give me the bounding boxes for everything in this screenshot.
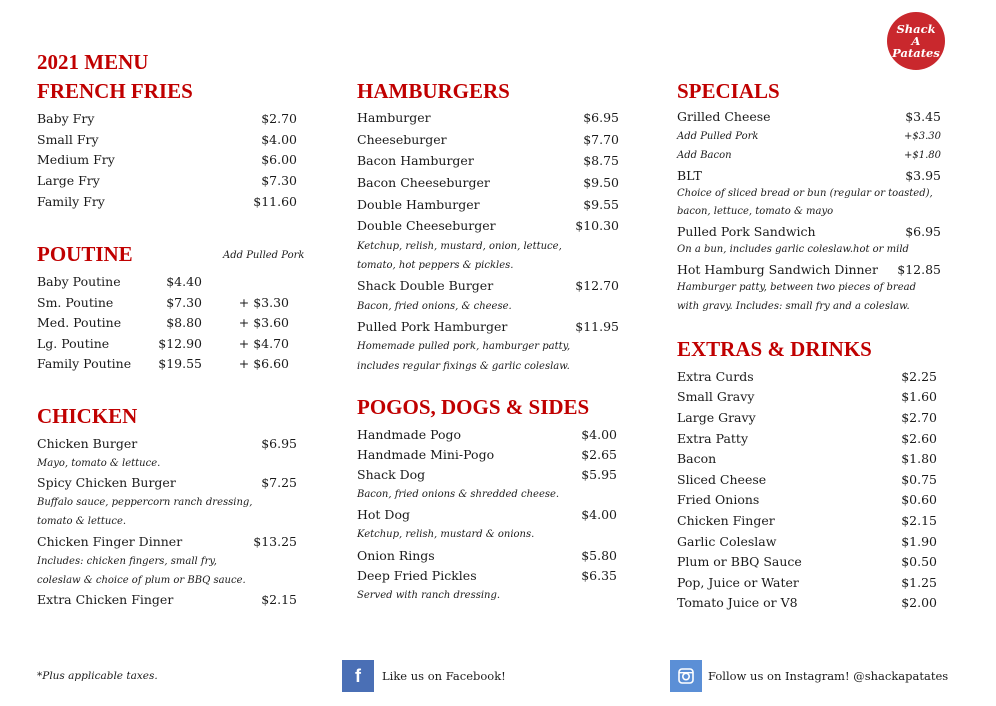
item-name: Extra Chicken Finger [37, 592, 174, 608]
item-price: $10.30 [575, 218, 619, 234]
item-name: Pop, Juice or Water [677, 574, 799, 590]
item-name: Double Hamburger [357, 196, 480, 212]
section-heading-specials: SPECIALS [677, 79, 780, 103]
section-heading-poutine: POUTINE [37, 242, 133, 266]
french-fries-list [37, 108, 297, 211]
item-price: $2.25 [901, 368, 937, 384]
item-name: Baby Poutine [37, 274, 121, 289]
facebook-icon[interactable]: f [342, 660, 374, 692]
sub-item-name: Add Pulled Pork [677, 130, 759, 142]
menu-item-row [37, 531, 297, 552]
item-name: Chicken Burger [37, 435, 138, 451]
sub-item-row [677, 127, 941, 147]
item-name: Shack Double Burger [357, 278, 494, 294]
item-name: Medium Fry [37, 152, 115, 168]
menu-item-row [677, 448, 937, 469]
item-name: Small Fry [37, 131, 99, 147]
menu-item-row [677, 166, 941, 186]
menu-item-row [677, 366, 937, 387]
item-name: Handmade Pogo [357, 426, 462, 442]
item-name: Family Fry [37, 193, 105, 209]
item-price: $3.45 [905, 109, 941, 125]
item-price: $11.60 [253, 193, 297, 209]
item-price: $9.55 [583, 196, 619, 212]
item-description: includes regular fixings & garlic coleslaw. [357, 360, 570, 372]
menu-item-row [357, 444, 617, 464]
item-name: Spicy Chicken Burger [37, 475, 176, 491]
sub-item-price: +$3.30 [903, 130, 941, 142]
menu-item-row [357, 150, 619, 172]
item-description: coleslaw & choice of plum or BBQ sauce. [37, 574, 246, 586]
item-name: Tomato Juice or V8 [677, 595, 798, 611]
menu-item-row [677, 469, 937, 490]
item-price: $4.00 [581, 426, 617, 442]
item-name: Bacon [677, 451, 717, 467]
menu-item-row [357, 424, 617, 444]
menu-item-row [357, 316, 619, 338]
item-name: Grilled Cheese [677, 109, 771, 125]
item-price: $12.85 [897, 261, 941, 277]
sub-item-row [677, 146, 941, 166]
menu-item-row [677, 107, 941, 127]
section-heading-chicken: CHICKEN [37, 404, 138, 428]
item-price: $0.50 [901, 554, 937, 570]
item-name: Lg. Poutine [37, 335, 110, 351]
menu-item-row [677, 593, 937, 614]
item-name: Large Gravy [677, 409, 756, 425]
section-heading-pogos-dogs-sides: POGOS, DOGS & SIDES [357, 395, 590, 419]
menu-item-row [677, 490, 937, 511]
item-price: $7.30 [166, 294, 202, 310]
item-price: $6.00 [261, 152, 297, 168]
item-price: $2.60 [901, 430, 937, 446]
item-price: $0.60 [901, 492, 937, 508]
poutine-addon-label: Add Pulled Pork [223, 250, 305, 261]
instagram-icon[interactable] [670, 660, 702, 692]
hamburgers-list [357, 107, 619, 376]
menu-title: 2021 MENU [37, 50, 149, 74]
item-price: $6.95 [583, 110, 619, 126]
menu-item-row [677, 572, 937, 593]
item-name: Double Cheeseburger [357, 218, 496, 234]
item-price: $4.00 [261, 131, 297, 147]
menu-item-row [677, 428, 937, 449]
poutine-row [37, 271, 297, 292]
menu-item-row [37, 433, 297, 454]
item-name: Cheeseburger [357, 131, 447, 147]
item-description: Choice of sliced bread or bun (regular or toasted), [677, 188, 933, 199]
item-price: $7.25 [261, 475, 297, 491]
menu-item-row [37, 149, 297, 170]
poutine-row [37, 312, 297, 333]
taxes-note: *Plus applicable taxes. [37, 670, 158, 682]
item-price: $5.80 [581, 547, 617, 563]
menu-item-row [357, 464, 617, 484]
item-price: $7.70 [583, 131, 619, 147]
item-addon-price: + $3.30 [238, 294, 289, 310]
item-price: $2.65 [581, 446, 617, 462]
poutine-row [37, 333, 297, 354]
item-price: $3.95 [905, 167, 941, 183]
item-name: Bacon Cheeseburger [357, 175, 490, 191]
logo-line-3: Patates [892, 46, 940, 60]
poutine-list [37, 271, 297, 374]
item-price: $2.70 [261, 110, 297, 126]
menu-item-row [37, 108, 297, 129]
menu-item-row [357, 107, 619, 129]
item-name: Garlic Coleslaw [677, 533, 777, 549]
menu-item-row [677, 387, 937, 408]
item-name: Shack Dog [357, 466, 426, 482]
item-description: tomato, hot peppers & pickles. [357, 259, 514, 271]
menu-item-row [677, 407, 937, 428]
menu-item-row [357, 505, 617, 525]
item-description: Includes: chicken fingers, small fry, [37, 555, 217, 567]
item-name: Fried Onions [677, 492, 760, 508]
menu-item-row [37, 590, 297, 611]
item-description: Homemade pulled pork, hamburger patty, [357, 341, 571, 353]
item-description: Buffalo sauce, peppercorn ranch dressing, [37, 497, 253, 508]
item-description: Served with ranch dressing. [357, 589, 501, 601]
item-name: BLT [677, 167, 702, 183]
facebook-link[interactable]: Like us on Facebook! [382, 669, 506, 683]
item-price: $2.70 [901, 409, 937, 425]
item-description: Ketchup, relish, mustard, onion, lettuce, [357, 240, 562, 252]
item-price: $1.80 [901, 451, 937, 467]
item-name: Baby Fry [37, 110, 95, 126]
item-name: Hamburger [357, 110, 431, 126]
menu-item-row [37, 191, 297, 212]
item-name: Family Poutine [37, 356, 132, 372]
chicken-list [37, 433, 297, 610]
instagram-link[interactable]: Follow us on Instagram! @shackapatates [708, 669, 949, 683]
section-heading-extras-drinks: EXTRAS & DRINKS [677, 337, 872, 361]
item-name: Med. Poutine [37, 315, 122, 331]
item-name: Onion Rings [357, 547, 435, 563]
item-name: Plum or BBQ Sauce [677, 554, 802, 570]
sub-item-name: Add Bacon [677, 150, 732, 161]
item-name: Extra Patty [677, 430, 749, 446]
item-description: tomato & lettuce. [37, 516, 127, 527]
menu-item-row [677, 531, 937, 552]
item-description: Ketchup, relish, mustard & onions. [357, 528, 535, 540]
item-price: $12.70 [575, 278, 619, 294]
item-addon-price: + $4.70 [238, 335, 289, 351]
item-price: $19.55 [158, 356, 202, 372]
item-price: $12.90 [158, 335, 202, 351]
item-name: Hot Hamburg Sandwich Dinner [677, 261, 878, 277]
sub-item-price: +$1.80 [903, 150, 941, 161]
item-price: $8.75 [583, 153, 619, 169]
item-description: Mayo, tomato & lettuce. [37, 457, 161, 469]
item-price: $1.90 [901, 533, 937, 549]
item-name: Chicken Finger [677, 512, 775, 528]
menu-item-row [357, 129, 619, 151]
menu-item-row [677, 510, 937, 531]
item-price: $13.25 [253, 533, 297, 549]
item-name: Hot Dog [357, 507, 410, 523]
item-description: On a bun, includes garlic coleslaw.hot or mild [677, 244, 909, 256]
item-price: $0.75 [901, 471, 937, 487]
item-addon-price: + $3.60 [238, 315, 289, 331]
item-price: $9.50 [583, 175, 619, 191]
item-price: $6.95 [905, 224, 941, 240]
section-heading-hamburgers: HAMBURGERS [357, 79, 510, 103]
menu-item-row [357, 215, 619, 237]
extras-drinks-list [677, 366, 937, 613]
menu-item-row [37, 473, 297, 494]
specials-list [677, 107, 941, 316]
item-name: Handmade Mini-Pogo [357, 446, 495, 462]
menu-item-row [677, 551, 937, 572]
item-price: $2.15 [901, 512, 937, 528]
poutine-row [37, 292, 297, 313]
logo-line-2: A [911, 34, 921, 48]
item-price: $4.40 [166, 274, 202, 289]
menu-item-row [37, 170, 297, 191]
item-name: Chicken Finger Dinner [37, 533, 183, 549]
menu-item-row [357, 565, 617, 585]
item-price: $5.95 [581, 466, 617, 482]
item-description: bacon, lettuce, tomato & mayo [677, 206, 834, 218]
item-description: with gravy. Includes: small fry and a coleslaw. [677, 300, 910, 312]
item-price: $2.15 [261, 592, 297, 608]
menu-item-row [37, 129, 297, 150]
logo-line-1: Shack [896, 22, 936, 36]
menu-item-row [357, 545, 617, 565]
item-price: $2.00 [901, 595, 937, 611]
item-name: Sm. Poutine [37, 294, 114, 310]
menu-item-row [677, 222, 941, 242]
pogos-dogs-sides-list [357, 424, 617, 606]
item-price: $8.80 [166, 315, 202, 331]
shack-a-patates-logo [887, 12, 945, 70]
menu-item-row [677, 260, 941, 280]
item-name: Pulled Pork Sandwich [677, 224, 816, 240]
item-name: Bacon Hamburger [357, 153, 474, 169]
item-price: $6.95 [261, 435, 297, 451]
item-name: Extra Curds [677, 368, 754, 384]
item-description: Hamburger patty, between two pieces of bread [677, 282, 916, 294]
menu-item-row [357, 193, 619, 215]
menu-item-row [357, 275, 619, 297]
section-heading-french-fries: FRENCH FRIES [37, 79, 193, 103]
item-price: $7.30 [261, 172, 297, 188]
item-name: Small Gravy [677, 389, 755, 405]
poutine-row [37, 353, 297, 374]
item-name: Deep Fried Pickles [357, 567, 477, 583]
item-description: Bacon, fried onions, & cheese. [357, 300, 512, 312]
item-name: Sliced Cheese [677, 471, 767, 487]
item-description: Bacon, fried onions & shredded cheese. [357, 488, 560, 500]
item-name: Large Fry [37, 172, 100, 188]
item-price: $1.60 [901, 389, 937, 405]
item-price: $11.95 [575, 319, 619, 335]
menu-item-row [357, 172, 619, 194]
item-price: $1.25 [901, 574, 937, 590]
item-name: Pulled Pork Hamburger [357, 319, 508, 335]
item-price: $4.00 [581, 507, 617, 523]
item-addon-price: + $6.60 [238, 356, 289, 372]
item-price: $6.35 [581, 567, 617, 583]
